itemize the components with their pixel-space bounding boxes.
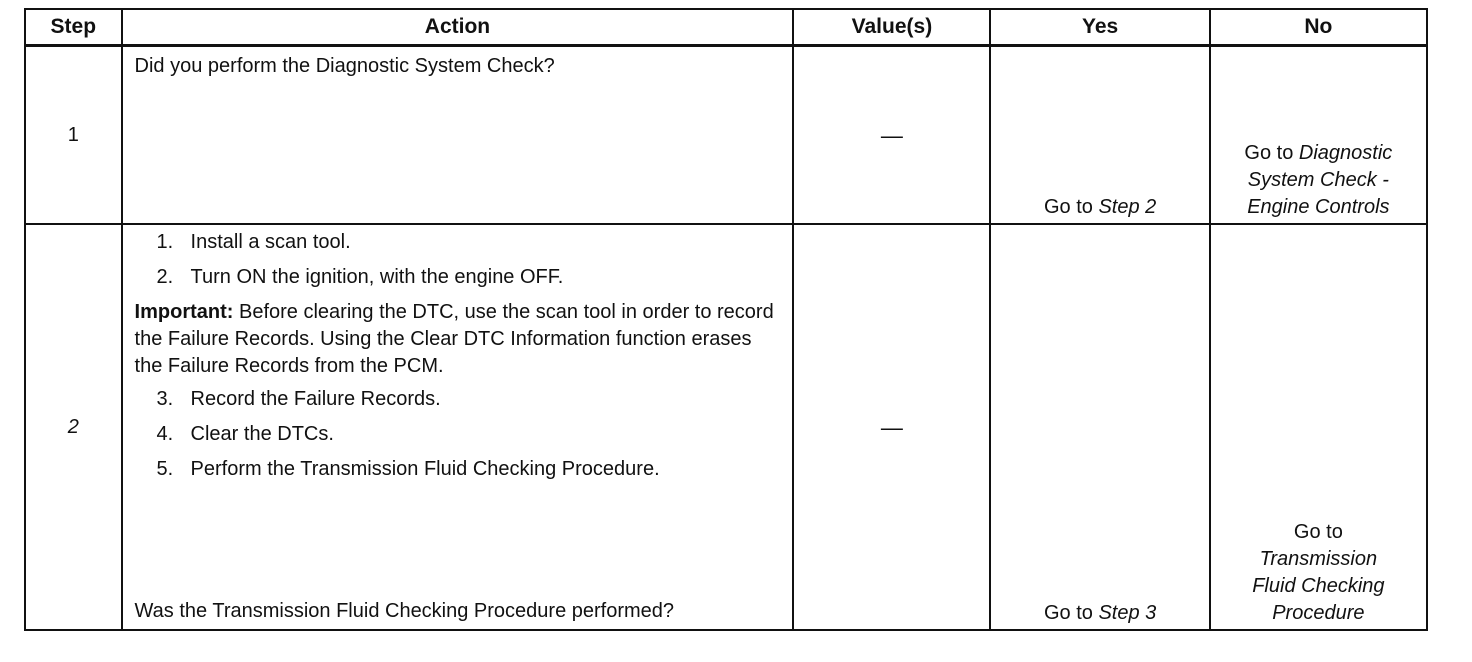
yes-cell: [990, 224, 1209, 630]
procedure-link-line[interactable]: Diagnostic: [1298, 142, 1393, 164]
important-text: Before clearing the DTC, use the scan tool in order to record the Failure Records. Using the Clear DTC Information function erases the Failure Records from the PCM.: [134, 301, 774, 377]
instruction-list: [135, 386, 783, 483]
yes-cell: [990, 46, 1209, 225]
step-link[interactable]: Step 3: [1098, 602, 1157, 624]
goto-prefix: Go to: [1293, 521, 1343, 543]
action-cell: [122, 224, 794, 630]
diagnostic-table: [24, 8, 1428, 631]
procedure-link-line[interactable]: Fluid Checking: [1252, 575, 1385, 597]
list-item: [135, 229, 783, 256]
step-link[interactable]: Step 2: [1098, 196, 1157, 218]
item-text: Record the Failure Records.: [190, 388, 441, 410]
goto-prefix: Go to: [1244, 142, 1299, 164]
table-row: [25, 224, 1427, 630]
item-text: Turn ON the ignition, with the engine OFF.: [190, 266, 564, 288]
goto-prefix: Go to: [1043, 196, 1099, 218]
item-text: Install a scan tool.: [190, 231, 351, 253]
value-cell: —: [793, 224, 990, 630]
no-cell: [1210, 224, 1427, 630]
action-question: Did you perform the Diagnostic System Check?: [134, 55, 555, 77]
no-cell: [1210, 46, 1427, 225]
step-number: 2: [25, 224, 122, 630]
item-number: 1.: [156, 231, 174, 253]
item-number: 3.: [156, 388, 174, 410]
header-values: Value(s): [793, 9, 990, 46]
no-goto: [1211, 519, 1426, 627]
header-action: Action: [122, 9, 794, 46]
yes-goto: [991, 194, 1208, 221]
item-number: 4.: [156, 423, 174, 445]
header-no: No: [1210, 9, 1427, 46]
action-cell: [122, 46, 794, 225]
table-row: [25, 46, 1427, 225]
yes-goto: [991, 600, 1208, 627]
header-yes: Yes: [990, 9, 1209, 46]
action-question: Was the Transmission Fluid Checking Procedure performed?: [134, 600, 675, 622]
value-cell: —: [793, 46, 990, 225]
important-label: Important:: [134, 301, 234, 323]
important-note: [135, 299, 783, 380]
procedure-link-line[interactable]: Transmission: [1259, 548, 1378, 570]
item-number: 2.: [156, 266, 174, 288]
procedure-link-line[interactable]: System Check -: [1247, 169, 1389, 191]
item-text: Perform the Transmission Fluid Checking Procedure.: [190, 458, 660, 480]
list-item: [135, 386, 783, 413]
header-row: [25, 9, 1427, 46]
no-goto: [1211, 140, 1426, 221]
list-item: [135, 421, 783, 448]
goto-prefix: Go to: [1043, 602, 1099, 624]
step-number: 1: [25, 46, 122, 225]
instruction-list: [135, 229, 783, 291]
item-number: 5.: [156, 458, 174, 480]
list-item: [135, 264, 783, 291]
item-text: Clear the DTCs.: [190, 423, 334, 445]
procedure-link-line[interactable]: Procedure: [1272, 602, 1365, 624]
list-item: [135, 456, 783, 483]
header-step: Step: [25, 9, 122, 46]
procedure-link-line[interactable]: Engine Controls: [1247, 196, 1390, 218]
